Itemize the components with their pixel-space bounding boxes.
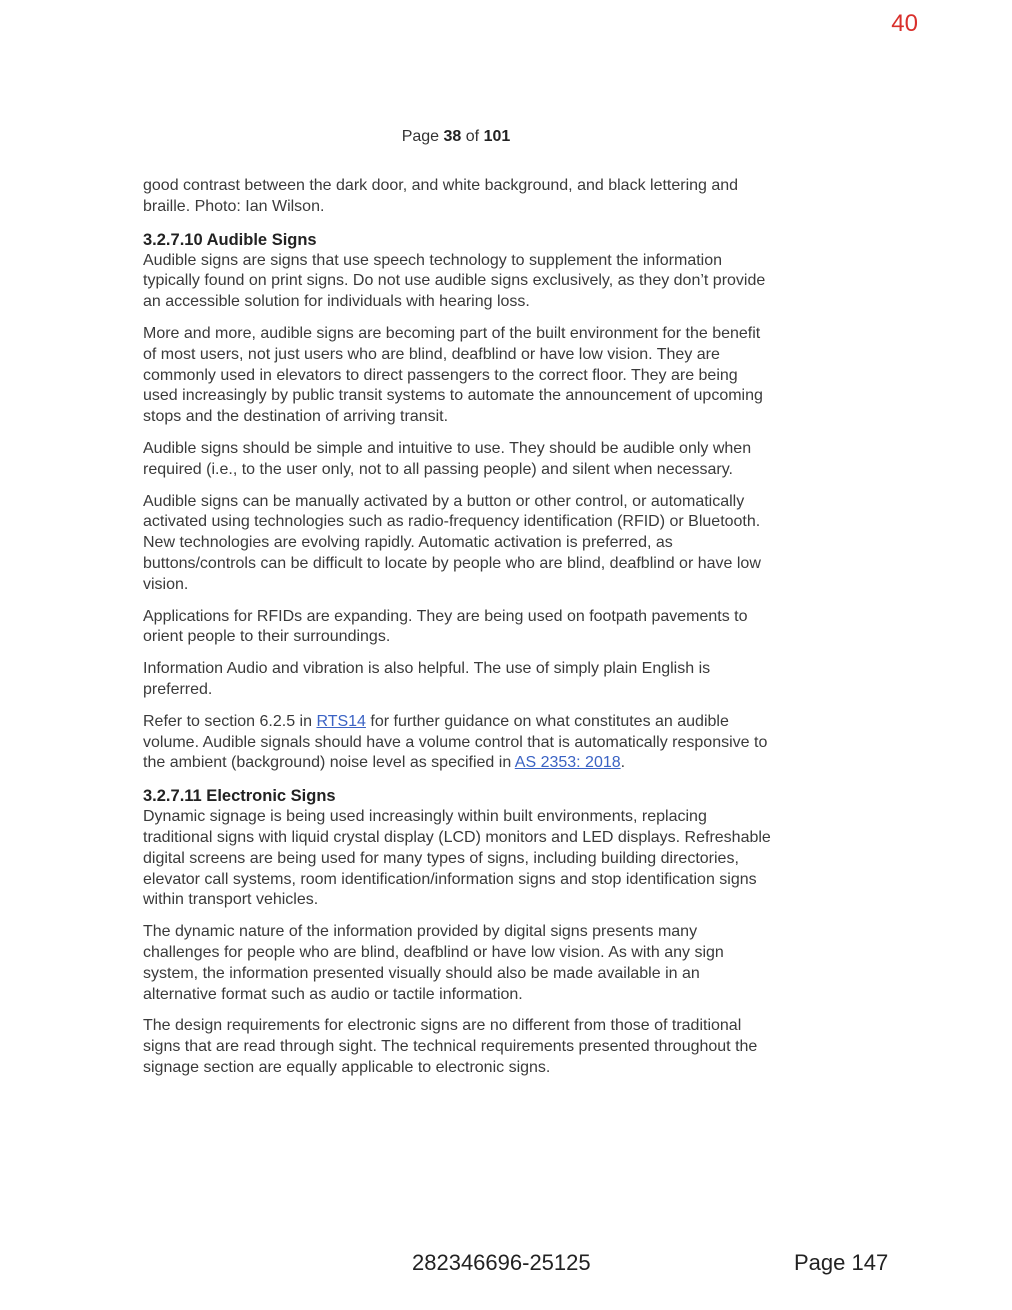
rts14-link[interactable]: RTS14 [316,712,366,730]
page-total: 101 [483,128,511,145]
page-word: Page [401,128,440,145]
section-electronic-signs [143,786,773,1079]
intro-paragraph: good contrast between the dark door, and white background, and black lettering and braille. Photo: Ian Wilson. [143,177,739,215]
section-audible-signs [143,230,773,775]
section-heading-electronic: 3.2.7.11 Electronic Signs [143,787,336,806]
text-run: for further guidance on what constitutes an audible volume. Audible signals should have a volume control that is automatically responsive to the ambient (background) noise level as specified in [143,712,768,772]
document-body [143,176,773,1090]
paragraph: The design requirements for electronic signs are no different from those of traditional signs that are read through sight. The technical requirements presented throughout the signage section are equally applicable to electronic signs. [143,1017,758,1076]
paragraph: Audible signs can be manually activated by a button or other control, or automatically activated using technologies such as radio-frequency identification (RFID) or Bluetooth. New technologies are evolving rapidly. Automatic activation is preferred, as buttons/controls can be difficult to locate by people who are blind, deafblind or have low vision. [143,492,761,593]
paragraph-with-links [143,712,773,774]
paragraph: More and more, audible signs are becoming part of the built environment for the benefit of most users, not just users who are blind, deafblind or have low vision. They are commonly used in elevators to direct passengers to the correct floor. They are being used increasingly by public transit systems to automate the announcement of upcoming stops and the destination of arriving transit. [143,324,763,426]
stamp-number: 40 [891,10,918,37]
paragraph: The dynamic nature of the information provided by digital signs presents many challenges for people who are blind, deafblind or have low vision. As with any sign system, the information presented visually should also be made available in an alternative format such as audio or tactile information. [143,923,724,1003]
of-word: of [465,128,480,145]
footer-page-label: Page 147 [794,1250,889,1275]
page-current: 38 [443,128,462,145]
paragraph: Information Audio and vibration is also helpful. The use of simply plain English is preferred. [143,660,711,698]
as-2353-link[interactable]: AS 2353: 2018 [514,754,621,772]
paragraph: Applications for RFIDs are expanding. They are being used on footpath pavements to orient people to their surroundings. [143,607,748,646]
page-header [0,128,912,146]
paragraph: Dynamic signage is being used increasingly within built environments, replacing traditional signs with liquid crystal display (LCD) monitors and LED displays. Refreshable digital screens are being used for many types of signs, including building directories, elevator call systems, room identification/information signs and stop identification signs within transport vehicles. [143,808,771,909]
paragraph: Audible signs are signs that use speech technology to supplement the information typically found on print signs. Do not use audible signs exclusively, as they don’t provide an accessible solution for individuals with hearing loss. [143,251,766,311]
paragraph: Audible signs should be simple and intuitive to use. They should be audible only when required (i.e., to the user only, not to all passing people) and silent when necessary. [143,439,752,478]
text-run: . [620,754,626,772]
footer-document-id: 282346696-25125 [412,1250,591,1275]
section-heading-audible: 3.2.7.10 Audible Signs [143,230,317,249]
text-run: Refer to section 6.2.5 in [143,712,317,730]
